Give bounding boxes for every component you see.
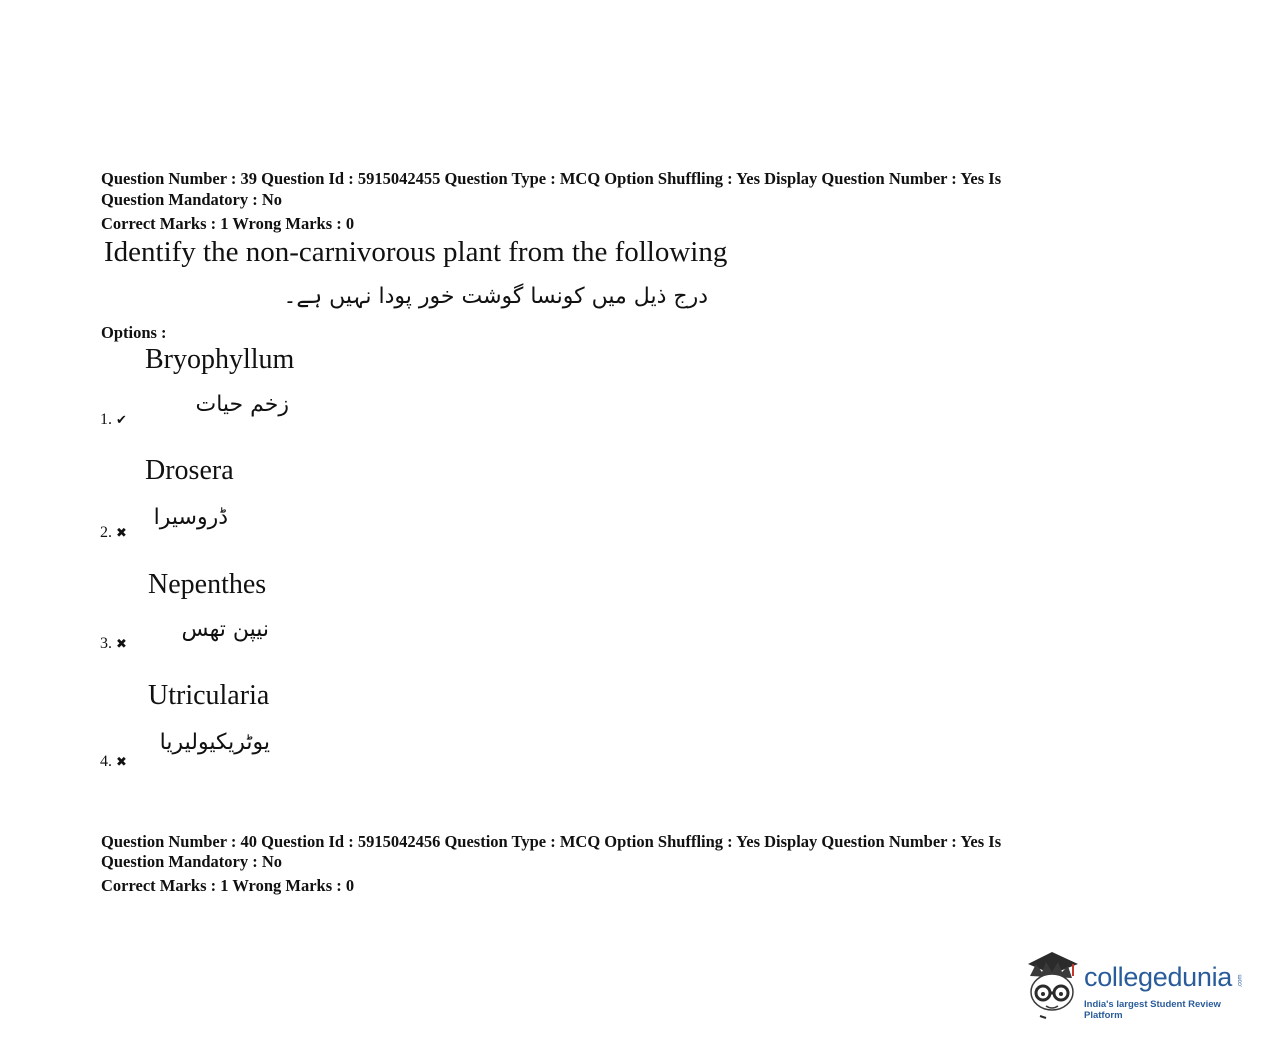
option-1-marker [100, 411, 127, 429]
mascot-icon [1022, 950, 1084, 1020]
option-3-text-urdu: نیپن تھس [181, 617, 269, 642]
wrong-cross-icon: ✖ [116, 754, 127, 769]
option-3-text-english: Nepenthes [148, 569, 267, 600]
option-2-number: 2. [100, 524, 112, 541]
q39-meta-line-2: Question Mandatory : No [101, 190, 283, 209]
wrong-cross-icon: ✖ [116, 525, 127, 540]
option-4-marker [100, 753, 127, 771]
option-1-text-urdu: زخم حیات [195, 392, 289, 417]
wrong-cross-icon: ✖ [116, 636, 127, 651]
option-1-text-english: Bryophyllum [145, 344, 295, 375]
logo-suffix: .com [1237, 974, 1244, 988]
option-4-text-english: Utricularia [148, 680, 270, 711]
correct-check-icon: ✔ [116, 412, 127, 427]
q40-meta-line-2: Question Mandatory : No [101, 852, 283, 871]
logo-brand-name: collegedunia [1084, 962, 1233, 992]
q39-marks: Correct Marks : 1 Wrong Marks : 0 [101, 214, 355, 233]
q39-options-label: Options : [101, 323, 167, 342]
q40-marks: Correct Marks : 1 Wrong Marks : 0 [101, 876, 355, 895]
option-3-marker [100, 635, 127, 653]
option-1-number: 1. [100, 411, 112, 428]
option-3-number: 3. [100, 635, 112, 652]
q39-question-text-urdu: درج ذیل میں کونسا گوشت خور پودا نہیں ہے۔ [283, 284, 708, 309]
logo-tagline: India's largest Student Review Platform [1084, 999, 1221, 1021]
collegedunia-logo [1022, 950, 1252, 1020]
option-2-text-english: Drosera [145, 455, 234, 486]
option-2-marker [100, 524, 127, 542]
q40-meta-line-1: Question Number : 40 Question Id : 5915042456 Question Type : MCQ Option Shuffling : Yes Display Question Number : Yes Is [101, 832, 1002, 851]
q39-meta-line-1: Question Number : 39 Question Id : 5915042455 Question Type : MCQ Option Shuffling : Yes Display Question Number : Yes Is [101, 169, 1002, 188]
q39-question-text-english: Identify the non-carnivorous plant from the following [104, 236, 728, 268]
option-4-text-urdu: یوٹریکیولیریا [159, 730, 270, 755]
option-4-number: 4. [100, 753, 112, 770]
option-2-text-urdu: ڈروسیرا [153, 505, 228, 530]
